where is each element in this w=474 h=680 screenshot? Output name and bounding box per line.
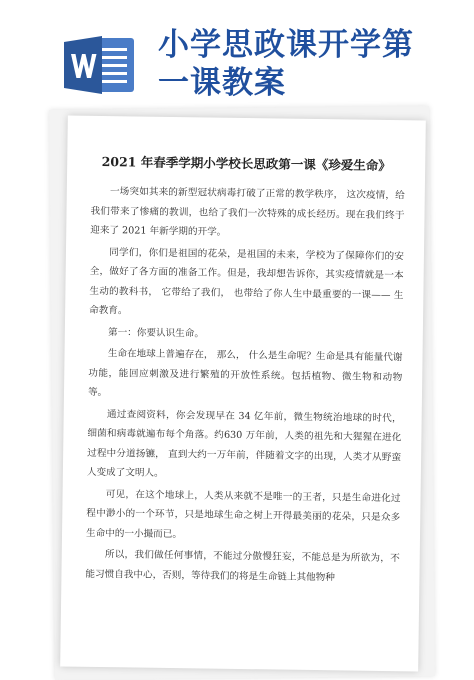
paragraph: 可见，在这个地球上，人类从来就不是唯一的王者，只是生命进化过程中渺小的一个环节，只是地球生命之树上开得最美丽的花朵，只是众多生命中的一小撮而已。 [85,488,401,540]
document-title: 2021 年春季学期小学校长思政第一课《珍爱生命》 [101,154,391,174]
banner-title-line-2: 一课教案 [158,65,286,101]
paragraph: 生命在地球上普遍存在， 那么， 什么是生命呢？生命是具有能量代谢功能，能回应刺激及进行繁殖的开放性系统。包括植物、微生物和动物等。 [87,348,403,399]
paragraph: 一场突如其来的新型冠状病毒打破了正常的教学秩序， 这次疫情，给我们带来了惨痛的教训，也给了我们一次特殊的成长经历。现在我们终于迎来了 2021 年新学期的开学。 [90,186,405,238]
banner-title-line-1: 小学思政课开学第 [158,27,414,63]
word-document-icon [62,34,138,96]
document-body [61,170,425,589]
document-page [60,116,426,672]
paragraph: 第一：你要认识生命。 [107,326,205,339]
banner-title [158,26,458,102]
document-banner [0,0,474,112]
paragraph: 同学们，你们是祖国的花朵，是祖国的未来，学校为了保障你们的安全，做好了各方面的准备工作。但是，我却想告诉你，其实疫情就是一本生动的教科书， 它带给了我们， 也带给了你人生中最重要的一课—— 生命教育。 [89,246,405,317]
paragraph: 通过查阅资料，你会发现早在 34 亿年前，微生物统治地球的时代，细菌和病毒就遍布每个角落。约630 万年前，人类的祖先和大猩猩在进化过程中分道扬镳， 直到大约一万年前，伴随着文字的出现，人类才从野蛮人变成了文明人。 [86,408,402,479]
paragraph: 所以，我们做任何事情，不能过分傲慢狂妄，不能总是为所欲为，不能习惯自我中心，否则，等待我们的将是生命链上其他物种 [85,549,400,583]
